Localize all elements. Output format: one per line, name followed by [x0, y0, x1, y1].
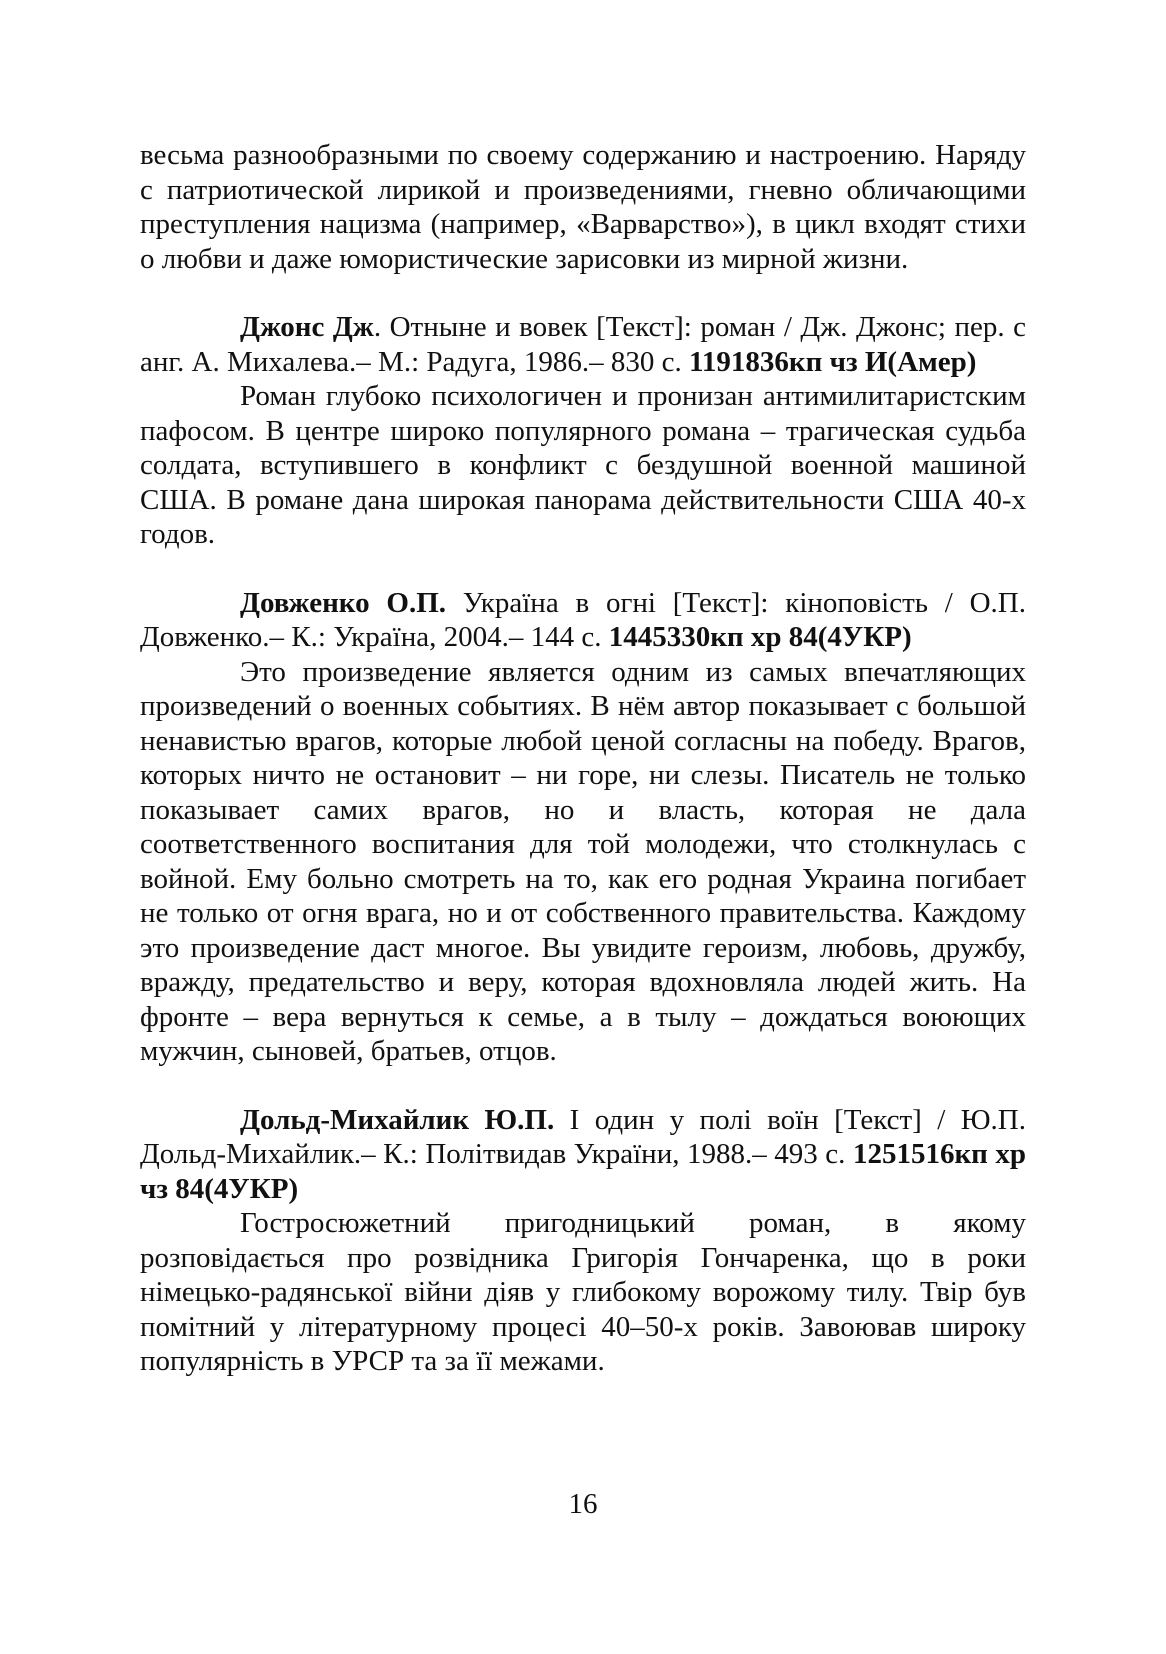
entry-annotation: Роман глубоко психологичен и пронизан антимилитаристским пафосом. В центре широко популярного романа – трагическая судьба солдата, вступившего в конфликт с бездушной военной машиной США. В романе дана широкая панорама действительности США 40-х годов. [140, 380, 1026, 550]
entry-citation: Україна в огні [Текст]: кіноповість / О.П. Довженко.– К.: Україна, 2004.– 144 с. [140, 586, 1026, 653]
bibliography-entry [140, 310, 1026, 552]
entry-citation: І один у полі воїн [Текст] / Ю.П. Дольд-Михайлик.– К.: Політвидав України, 1988.– 493 с. [140, 1103, 1026, 1170]
entry-citation: . Отныне и вовек [Текст]: роман / Дж. Джонс; пер. с анг. А. Михалева.– М.: Радуга, 1986.– 830 с. [140, 311, 1026, 378]
intro-paragraph: весьма разнообразными по своему содержанию и настроению. Наряду с патриотической лирикой и произведениями, гневно обличающими преступления нацизма (например, «Варварство»), в цикл входят стихи о любви и даже юмористические зарисовки из мирной жизни. [140, 139, 1026, 275]
entry-annotation: Это произведение является одним из самых впечатляющих произведений о военных событиях. В нём автор показывает с большой ненавистью врагов, которые любой ценой согласны на победу. Врагов, которых ничто не остановит – ни горе, ни слезы. Писатель не только показывает самих врагов, но и власть, которая не дала соответственного воспитания для той молодежи, что столкнулась с войной. Ему больно смотреть на то, как его родная Украина погибает не только от огня врага, но и от собственного правительства. Каждому это произведение даст многое. Вы увидите героизм, любовь, дружбу, вражду, предательство и веру, которая вдохновляла людей жить. На фронте – вера вернуться к семье, а в тылу – дождаться воюющих мужчин, сыновей, братьев, отцов. [140, 655, 1026, 1067]
entry-annotation: Гостросюжетний пригодницький роман, в якому розповідається про розвідника Григорія Гончаренка, що в роки німецько-радянської війни діяв у глибокому ворожому тилу. Твір був помітний у літературному процесі 40–50-х років. Завоював широку популярність в УРСР та за її межами. [140, 1207, 1026, 1377]
citation [140, 586, 1026, 655]
bibliography-entry [140, 586, 1026, 1069]
entry-author: Довженко О.П. [240, 586, 447, 619]
citation [140, 310, 1026, 379]
entry-author: Дольд-Михайлик Ю.П. [240, 1103, 555, 1136]
bibliography-entry [140, 1103, 1026, 1379]
entry-shelf-code: 1445330кп хр 84(4УКР) [608, 621, 912, 653]
citation [140, 1103, 1026, 1207]
entry-author: Джонс Дж [240, 311, 374, 343]
entry-shelf-code: 1191836кп чз И(Амер) [689, 345, 977, 378]
page-number: 16 [568, 1488, 598, 1520]
page-body [140, 138, 1026, 1379]
entry-shelf-code: 1251516кп хр чз 84(4УКР) [140, 1138, 1027, 1205]
